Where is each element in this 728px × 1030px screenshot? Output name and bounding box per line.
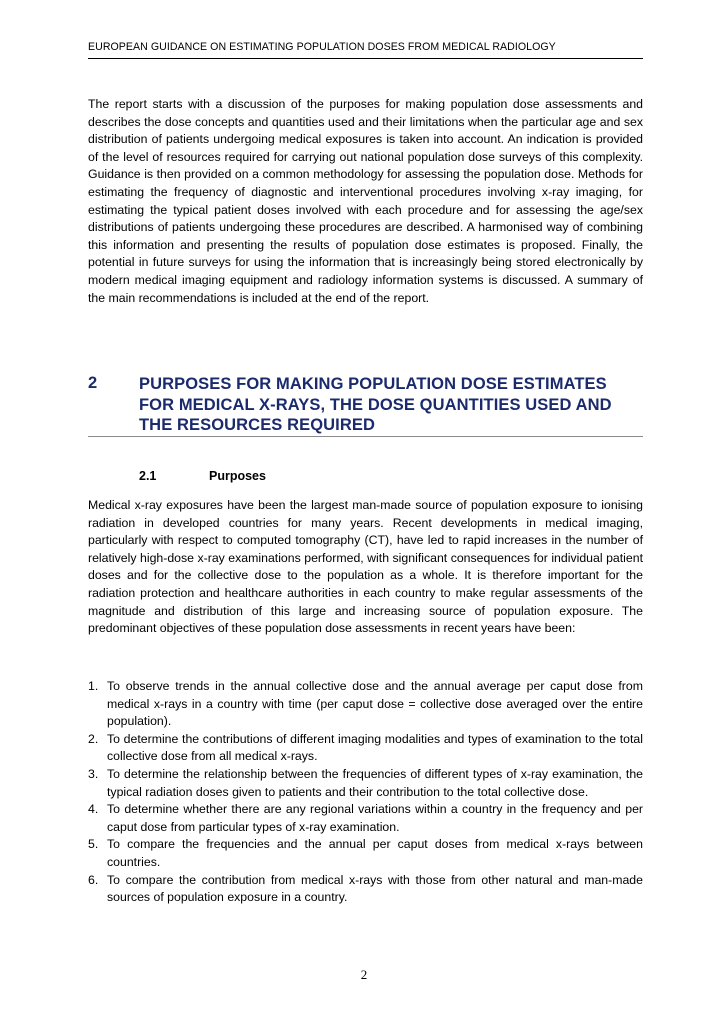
list-item-text: To compare the frequencies and the annual per caput doses from medical x-rays between countries. (107, 837, 643, 869)
list-item-number: 5. (88, 837, 99, 852)
list-item (88, 731, 643, 766)
list-item (88, 678, 643, 731)
list-item-number: 2. (88, 731, 99, 746)
list-item-number: 3. (88, 766, 99, 781)
section-rule (88, 436, 643, 437)
subsection-title: Purposes (209, 469, 266, 483)
list-item-number: 4. (88, 802, 99, 817)
objectives-list (88, 678, 643, 907)
list-item-text: To compare the contribution from medical x-rays with those from other natural and man-made sources of population exposure in a country. (107, 872, 643, 905)
intro-paragraph: The report starts with a discussion of the purposes for making population dose assessments and describes the dose concepts and quantities used and their limitations when the particular age and sex distribution of patients undergoing medical exposures is taken into account. An indication is provided of the level of resources required for carrying out national population dose surveys of this complexity. Guidance is then provided on a common methodology for assessing the population dose. Methods for estimating the frequency of diagnostic and interventional procedures involving x-ray imaging, for estimating the typical patient doses involved with each procedure and for assessing the age/sex distributions of patients undergoing these procedures are described. A harmonised way of combining this information and presenting the results of population dose estimates is proposed. Finally, the potential in future surveys for using the information that is increasingly being stored electronically by modern medical imaging equipment and radiology information systems is discussed. A summary of the main recommendations is included at the end of the report. (88, 97, 643, 305)
list-item (88, 766, 643, 801)
list-item-number: 6. (88, 872, 99, 887)
list-item-text: To determine the contributions of different imaging modalities and types of examination to the total collective dose from all medical x-rays. (107, 731, 643, 764)
list-item-text: To determine whether there are any regional variations within a country in the frequency and per caput dose from particular types of x-ray examination. (107, 802, 643, 834)
list-item (88, 836, 643, 871)
running-header: EUROPEAN GUIDANCE ON ESTIMATING POPULATION DOSES FROM MEDICAL RADIOLOGY (88, 41, 556, 53)
page-number: 2 (360, 967, 368, 982)
header-rule (88, 58, 643, 59)
list-item (88, 801, 643, 836)
list-item-number: 1. (88, 679, 99, 693)
section-title: PURPOSES FOR MAKING POPULATION DOSE ESTIMATES FOR MEDICAL X-RAYS, THE DOSE QUANTITIES USED AND THE RESOURCES REQUIRED (139, 375, 612, 434)
list-item (88, 872, 643, 907)
section-number: 2 (88, 374, 98, 392)
list-item-text: To determine the relationship between the frequencies of different types of x-ray examination, the typical radiation doses given to patients and their contribution to the total collective dose. (107, 766, 643, 799)
subsection-number: 2.1 (139, 469, 157, 483)
purposes-paragraph: Medical x-ray exposures have been the largest man-made source of population exposure to ionising radiation in developed countries for many years. Recent developments in medical imaging, particularly with respect to computed tomography (CT), have led to rapid increases in the number of relatively high-dose x-ray examinations performed, with significant consequences for individual patient doses and for the collective dose to the population as a whole. It is therefore important for the radiation protection and healthcare authorities in each country to make regular assessments of the magnitude and distribution of this large and increasing source of population exposure. The predominant objectives of these population dose assessments in recent years have been: (88, 498, 643, 636)
list-item-text: To observe trends in the annual collective dose and the annual average per caput dose from medical x-rays in a country with time (per caput dose = collective dose averaged over the entire population). (107, 679, 643, 729)
